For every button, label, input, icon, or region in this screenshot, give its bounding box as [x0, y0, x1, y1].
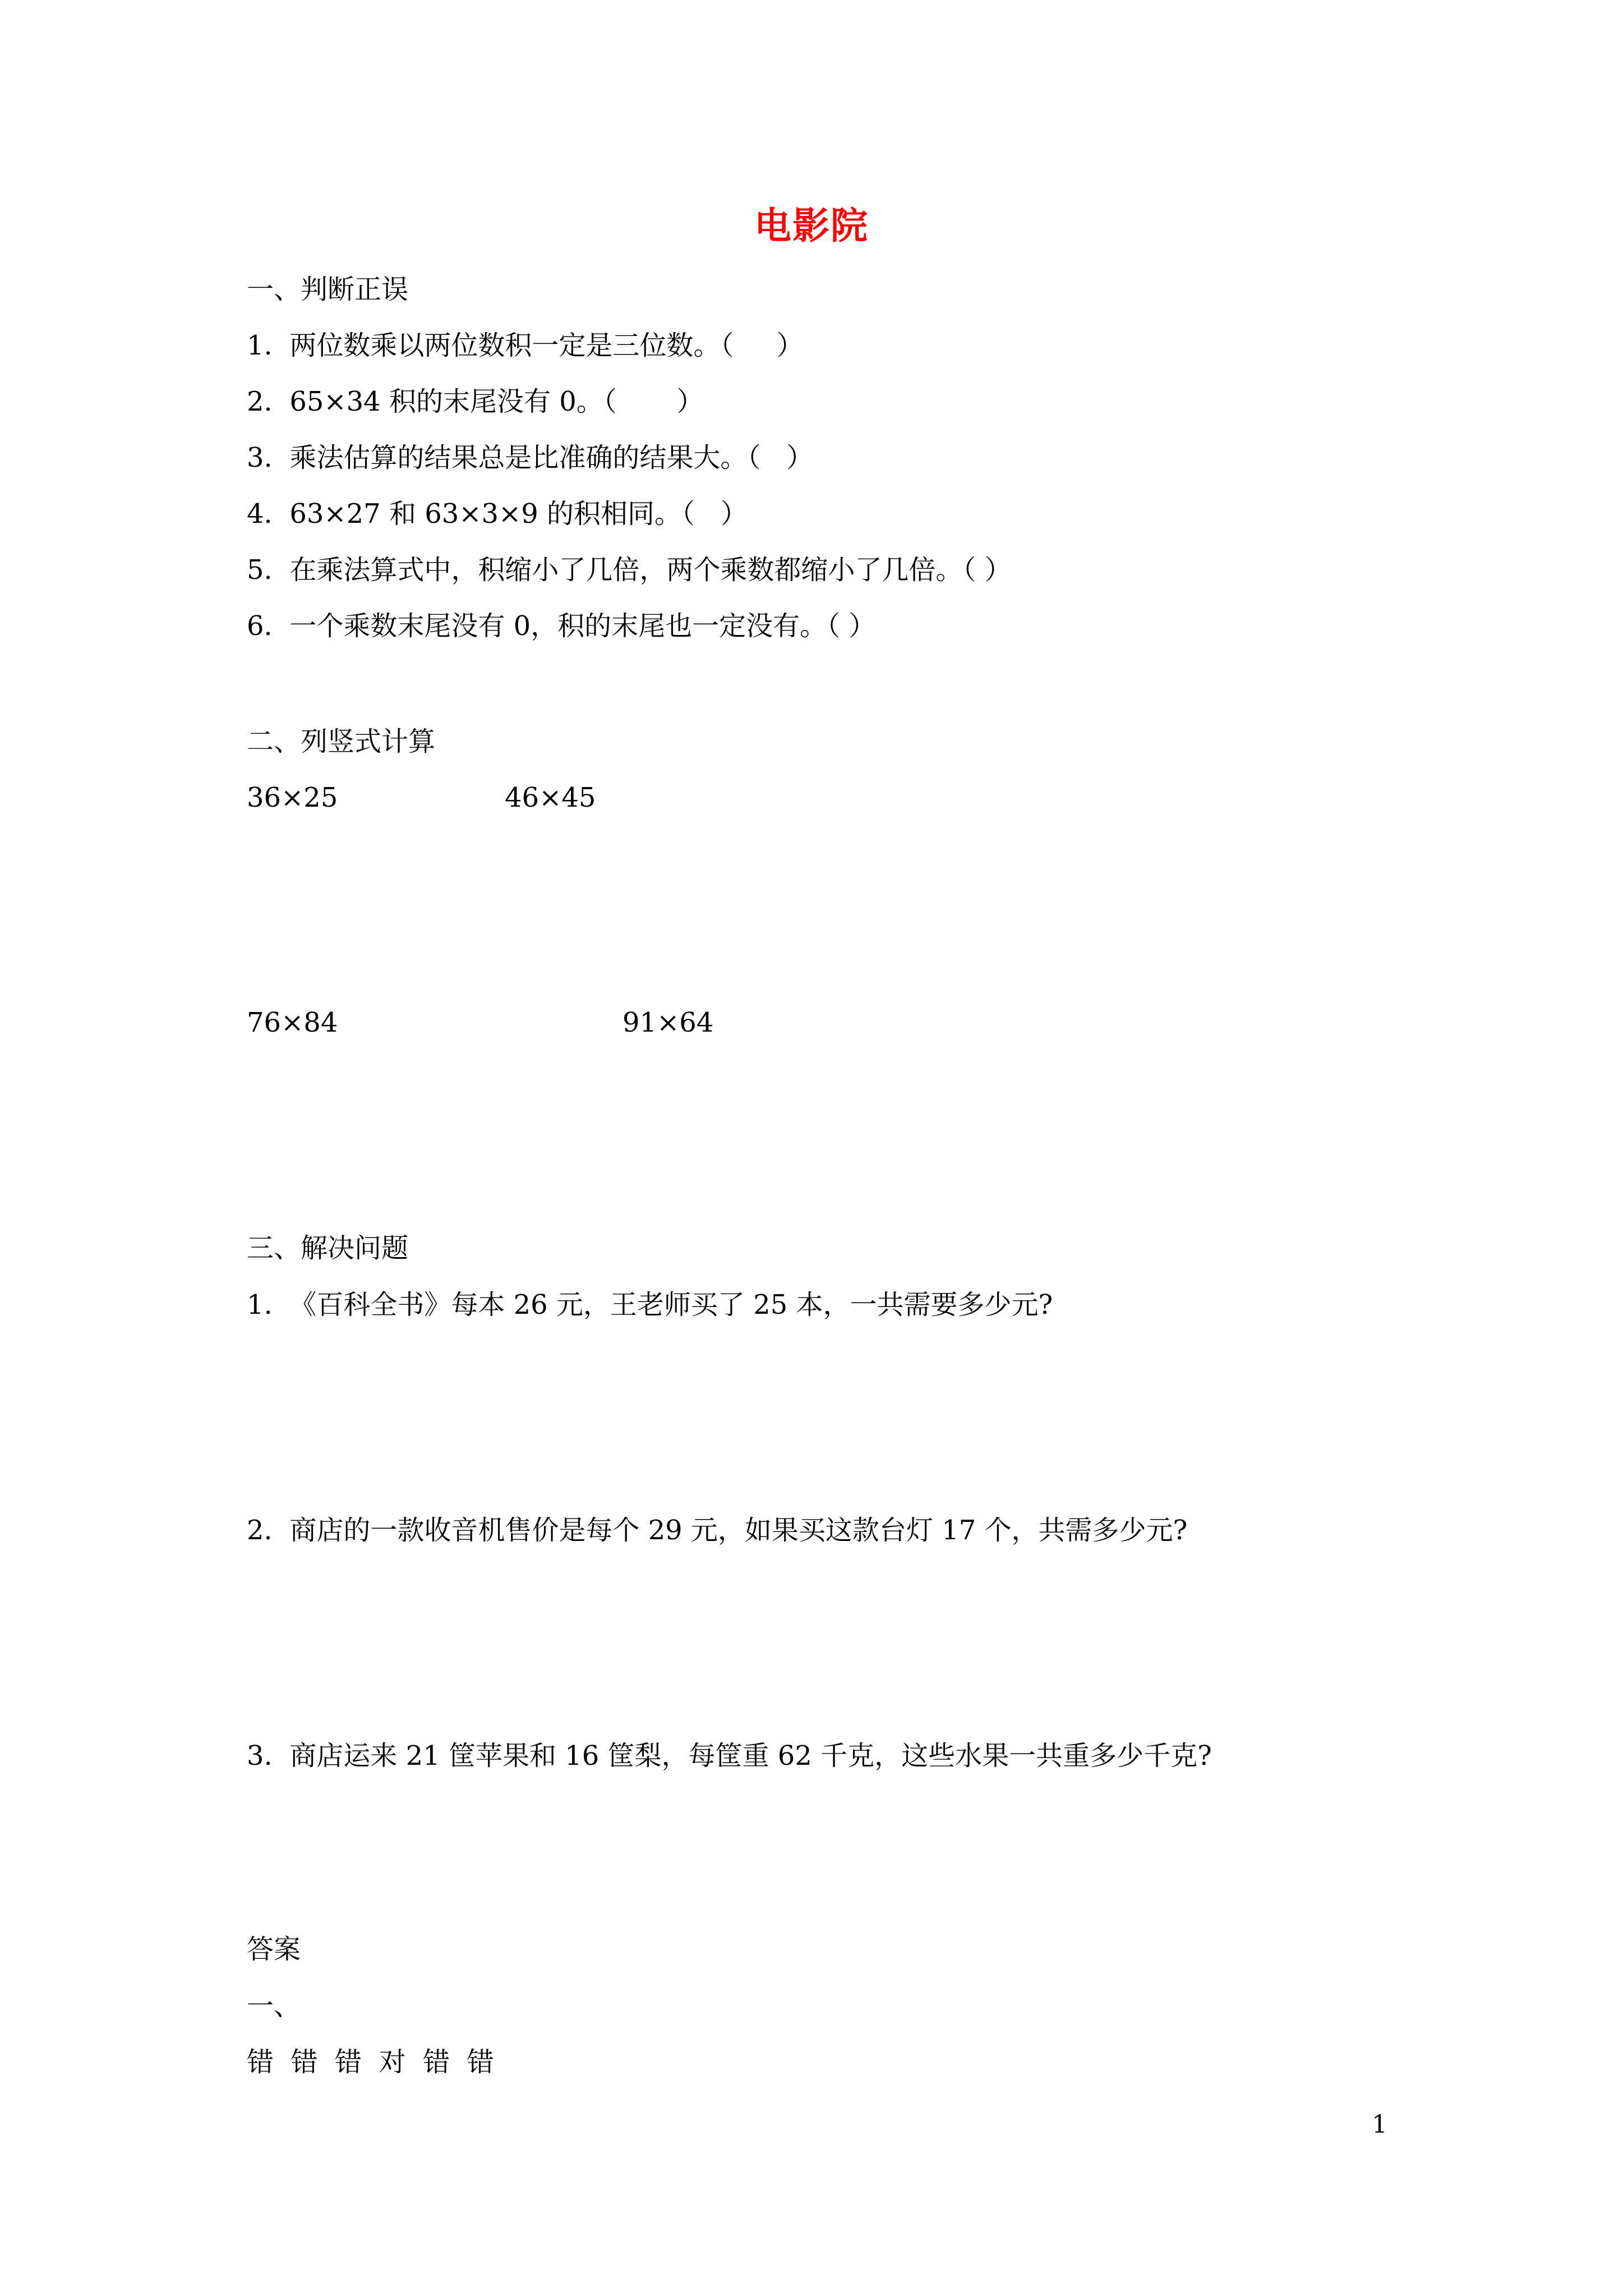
calc-problem-3: 76×84	[247, 1007, 338, 1038]
word-problem-1: 1. 《百科全书》每本 26 元，王老师买了 25 本，一共需要多少元?	[247, 1289, 1053, 1320]
section-heading-word-problems: 三、解决问题	[247, 1232, 409, 1264]
section-heading-judgement: 一、判断正误	[247, 274, 409, 305]
judgement-item-2: 2. 65×34 积的末尾没有 0。（ ）	[247, 386, 704, 417]
word-problem-3: 3. 商店运来 21 筐苹果和 16 筐梨，每筐重 62 千克，这些水果一共重多少千克?	[247, 1740, 1212, 1772]
judgement-item-4: 4. 63×27 和 63×3×9 的积相同。（ ）	[247, 498, 748, 530]
section-heading-vertical-calc: 二、列竖式计算	[247, 726, 436, 757]
word-problem-2: 2. 商店的一款收音机售价是每个 29 元，如果买这款台灯 17 个，共需多少元?	[247, 1515, 1188, 1546]
calc-problem-2: 46×45	[505, 782, 596, 813]
answers-heading: 答案	[247, 1934, 301, 1965]
judgement-item-5: 5. 在乘法算式中，积缩小了几倍，两个乘数都缩小了几倍。（ ）	[247, 554, 1012, 586]
page-number: 1	[1372, 2110, 1387, 2139]
page-title: 电影院	[754, 204, 869, 247]
answers-part1-values: 错 错 错 对 错 错	[247, 2046, 494, 2078]
calc-problem-1: 36×25	[247, 782, 338, 813]
answers-part1-label: 一、	[247, 1990, 301, 2022]
calc-problem-4: 91×64	[623, 1007, 714, 1038]
judgement-item-1: 1. 两位数乘以两位数积一定是三位数。（ ）	[247, 330, 804, 361]
judgement-item-6: 6. 一个乘数末尾没有 0，积的末尾也一定没有。（ ）	[247, 610, 876, 642]
judgement-item-3: 3. 乘法估算的结果总是比准确的结果大。（ ）	[247, 442, 814, 473]
